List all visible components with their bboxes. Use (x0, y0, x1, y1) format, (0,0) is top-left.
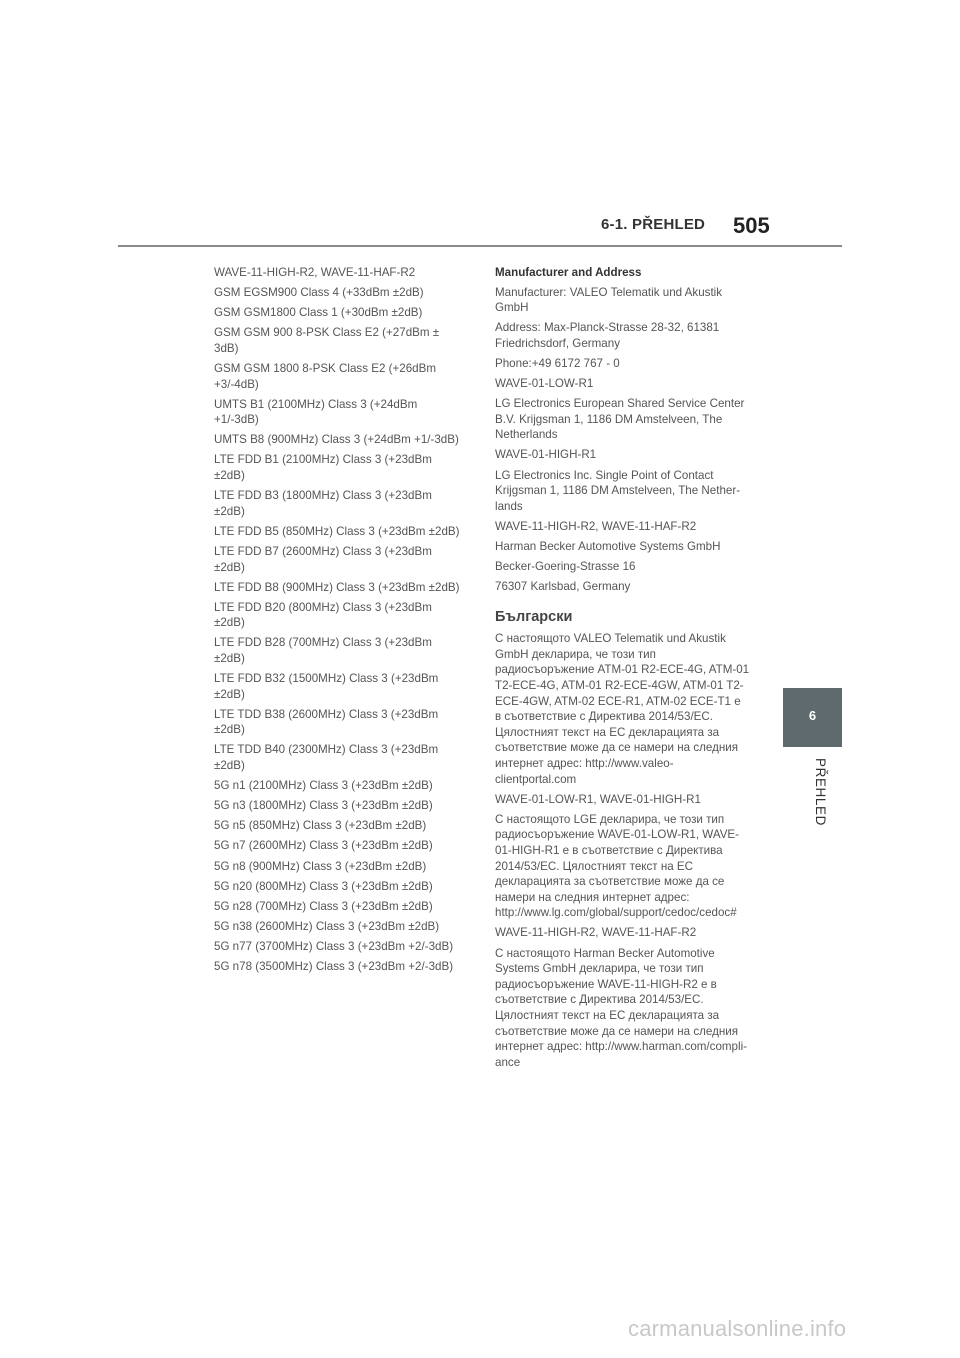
spec-line: WAVE-11-HIGH-R2, WAVE-11-HAF-R2 (214, 266, 416, 279)
declaration-paragraph: WAVE-01-LOW-R1, WAVE-01-HIGH-R1 (495, 792, 701, 806)
spec-line: LTE FDD B7 (2600MHz) Class 3 (+23dBm ±2dB) (214, 544, 432, 574)
watermark: carmanualsonline.info (628, 1316, 847, 1341)
left-column (214, 265, 464, 979)
spec-line: 5G n28 (700MHz) Class 3 (+23dBm ±2dB) (214, 899, 433, 913)
spec-line: LTE FDD B20 (800MHz) Class 3 (+23dBm ±2dB) (214, 600, 432, 630)
manufacturer-line: WAVE-01-HIGH-R1 (495, 448, 597, 462)
manufacturer-line: WAVE-11-HIGH-R2, WAVE-11-HAF-R2 (495, 519, 697, 533)
declaration-paragraph: С настоящото Harman Becker Automotive Systems GmbH декларира, че този тип радиосъоръжение WAVE-11-HIGH-R2 е в съответствие с Директива 2014/53/ЕС. Цялостният текст на ЕС декларацията за съответствие може да се намери на следния интернет адрес: http://www.harman.com/compli-ance (495, 946, 748, 1069)
chapter-number: 6 (808, 708, 817, 723)
manufacturer-heading: Manufacturer and Address (495, 266, 642, 279)
section-title: 6-1. PŘEHLED (601, 216, 706, 233)
manufacturer-line: LG Electronics Inc. Single Point of Contact Krijgsman 1, 1186 DM Amstelveen, The Nether-lands (495, 468, 741, 513)
spec-line: GSM GSM1800 Class 1 (+30dBm ±2dB) (214, 306, 423, 320)
chapter-label: PŘEHLED (813, 758, 828, 826)
spec-line: LTE FDD B8 (900MHz) Class 3 (+23dBm ±2dB) (214, 580, 460, 594)
declaration-paragraph: WAVE-11-HIGH-R2, WAVE-11-HAF-R2 (495, 926, 697, 940)
page-header (0, 0, 960, 260)
spec-line: LTE FDD B28 (700MHz) Class 3 (+23dBm ±2dB) (214, 636, 432, 665)
spec-line: 5G n3 (1800MHz) Class 3 (+23dBm ±2dB) (214, 799, 433, 813)
declaration-paragraph: С настоящото VALEO Telematik und Akustik GmbH декларира, че този тип радиосъоръжение ATM-01 R2-ECE-4G, ATM-01 T2-ECE-4G, ATM-01 R2-ECE-4GW, ATM-01 T2-ECE-4GW, ATM-02 ECE-R1, ATM-02 ECE-T1 е в съответствие с Директива 2014/53/ЕС. Цялостният текст на ЕС декларацията за съответствие може да се намери на следния интернет адрес: http://www.valeo-clientportal.com (495, 632, 750, 786)
spec-line: 5G n8 (900MHz) Class 3 (+23dBm ±2dB) (214, 859, 427, 873)
chapter-tab (783, 688, 842, 747)
manufacturer-line: Phone:+49 6172 767 - 0 (495, 356, 620, 370)
spec-line: GSM EGSM900 Class 4 (+33dBm ±2dB) (214, 286, 424, 300)
manufacturer-line: Harman Becker Automotive Systems GmbH (495, 539, 721, 553)
spec-line: 5G n7 (2600MHz) Class 3 (+23dBm ±2dB) (214, 839, 433, 853)
spec-line: GSM GSM 900 8-PSK Class E2 (+27dBm ± 3dB) (214, 326, 440, 355)
manufacturer-line: LG Electronics European Shared Service Center B.V. Krijgsman 1, 1186 DM Amstelveen, The Netherlands (495, 397, 745, 442)
manufacturer-line: Address: Max-Planck-Strasse 28-32, 61381 Friedrichsdorf, Germany (495, 321, 720, 350)
manufacturer-line: WAVE-01-LOW-R1 (495, 377, 594, 391)
declaration-paragraph: С настоящото LGE декларира, че този тип радиосъоръжение WAVE-01-LOW-R1, WAVE-01-HIGH-R1 е в съответствие с Директива 2014/53/ЕС. Цялостният текст на ЕС декларацията за съответствие може да се намери на следния интернет адрес: http://www.lg.com/global/support/cedoc/cedoc# (495, 812, 740, 920)
spec-line: LTE TDD B38 (2600MHz) Class 3 (+23dBm ±2dB) (214, 707, 439, 737)
manufacturer-line: 76307 Karlsbad, Germany (495, 580, 631, 594)
spec-line: UMTS B8 (900MHz) Class 3 (+24dBm +1/-3dB) (214, 433, 459, 447)
manufacturer-line: Manufacturer: VALEO Telematik und Akustik GmbH (495, 285, 723, 315)
language-heading: Български (495, 608, 573, 625)
right-column (495, 265, 750, 1075)
spec-line: 5G n78 (3500MHz) Class 3 (+23dBm +2/-3dB) (214, 959, 454, 973)
manufacturer-line: Becker-Goering-Strasse 16 (495, 560, 636, 573)
header-divider (118, 245, 842, 247)
spec-line: 5G n20 (800MHz) Class 3 (+23dBm ±2dB) (214, 879, 433, 893)
spec-line: LTE FDD B3 (1800MHz) Class 3 (+23dBm ±2dB) (214, 489, 432, 518)
spec-line: UMTS B1 (2100MHz) Class 3 (+24dBm +1/-3dB) (214, 397, 418, 427)
spec-line: LTE FDD B1 (2100MHz) Class 3 (+23dBm ±2dB) (214, 453, 432, 483)
spec-line: LTE FDD B32 (1500MHz) Class 3 (+23dBm ±2dB) (214, 672, 439, 701)
spec-line: LTE TDD B40 (2300MHz) Class 3 (+23dBm ±2dB) (214, 743, 439, 773)
spec-line: 5G n38 (2600MHz) Class 3 (+23dBm ±2dB) (214, 919, 440, 933)
spec-line: 5G n5 (850MHz) Class 3 (+23dBm ±2dB) (214, 819, 427, 833)
spec-line: 5G n1 (2100MHz) Class 3 (+23dBm ±2dB) (214, 779, 433, 793)
page-number: 505 (733, 213, 770, 238)
spec-line: GSM GSM 1800 8-PSK Class E2 (+26dBm +3/-4dB) (214, 361, 436, 391)
spec-line: 5G n77 (3700MHz) Class 3 (+23dBm +2/-3dB) (214, 939, 454, 953)
spec-line: LTE FDD B5 (850MHz) Class 3 (+23dBm ±2dB) (214, 524, 460, 538)
